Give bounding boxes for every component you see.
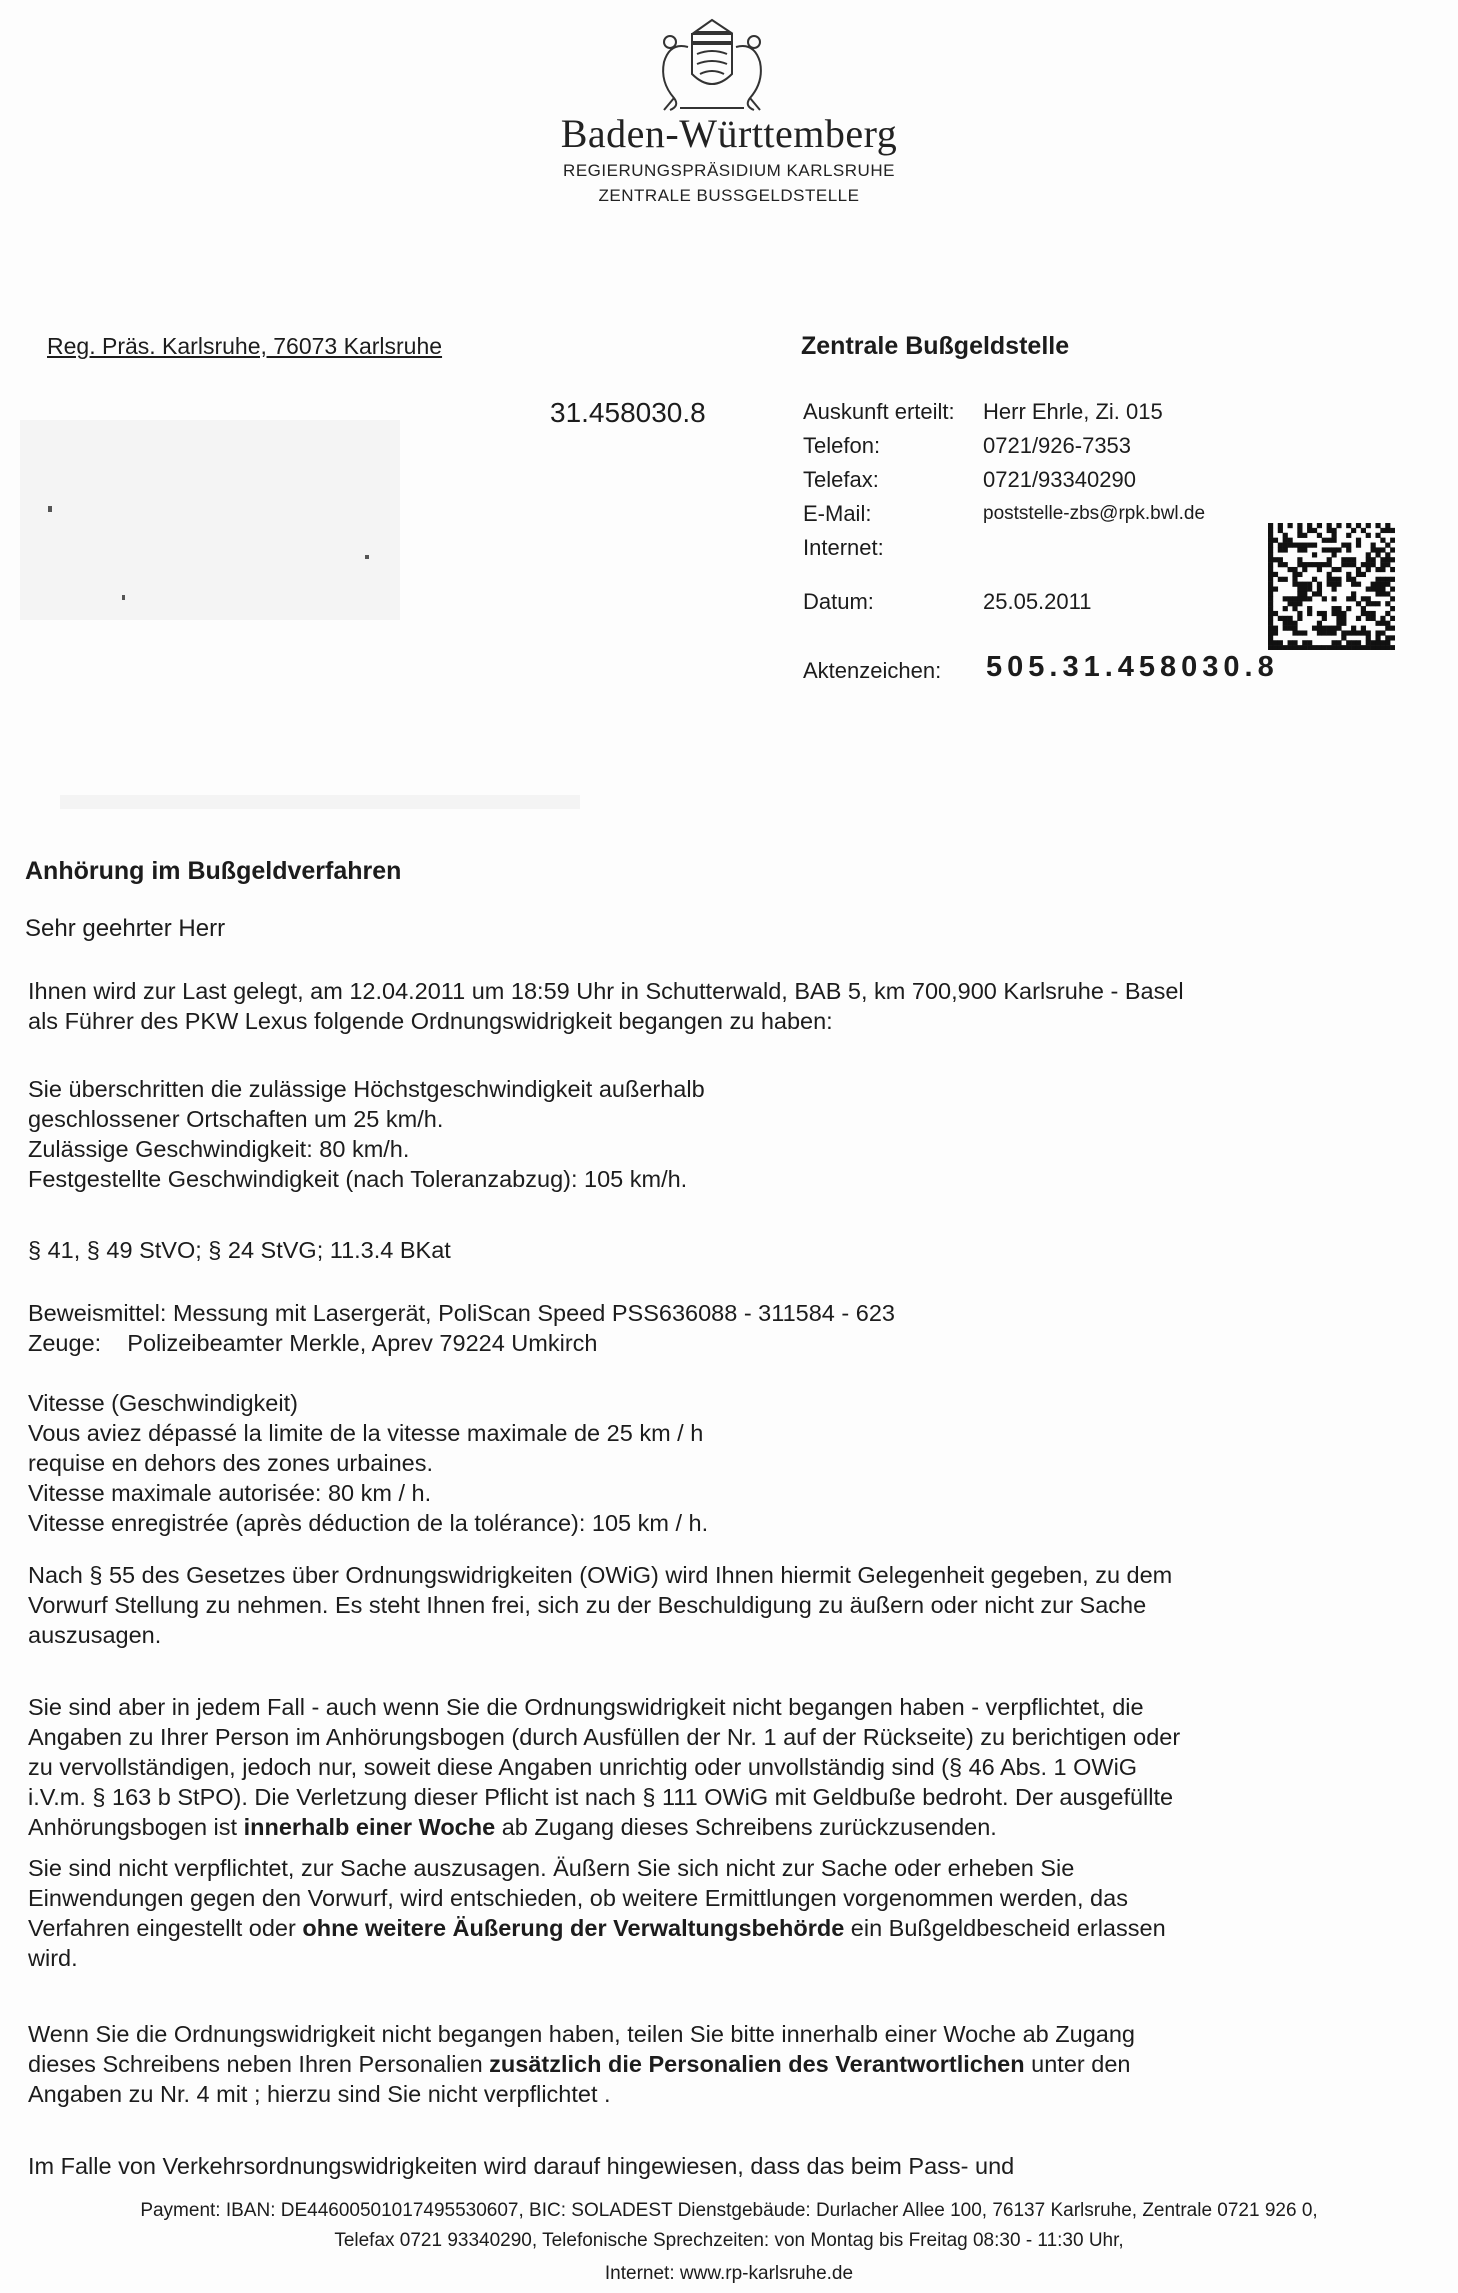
scan-speck (122, 595, 125, 600)
state-name: Baden-Württemberg (560, 111, 898, 156)
footer-payment: Payment: IBAN: DE44600501017495530607, BIC: SOLADEST Dienstgebäude: Durlacher Allee 100, 76137 Karlsruhe, Zentrale 0721 926 0, (140, 2200, 1318, 2221)
scan-speck (365, 555, 369, 559)
contact-row: Telefax: 0721/93340290 (803, 467, 1136, 492)
scan-speck (48, 506, 52, 512)
footer-contact: Telefax 0721 93340290, Telefonische Sprechzeiten: von Montag bis Freitag 08:30 - 11:30 Uhr, (334, 2230, 1124, 2251)
paragraph-offense: Ihnen wird zur Last gelegt, am 12.04.2011 um 18:59 Uhr in Schutterwald, BAB 5, km 700,900 Karlsruhe - Basel als Führer des PKW Lexus folgende Ordnungswidrigkeit begangen zu haben: (28, 978, 1184, 1034)
coat-of-arms-icon (640, 12, 785, 114)
paragraph-french: Vitesse (Geschwindigkeit) Vous aviez dépassé la limite de la vitesse maximale de 25 km / h requise en dehors des zones urbaines. Vitesse maximale autorisée: 80 km / h. Vitesse enregistrée (après déduction de la tolérance): 105 km / h. (28, 1390, 709, 1536)
office-title: Zentrale Bußgeldstelle (801, 332, 1070, 360)
paragraph-responsible-person: Wenn Sie die Ordnungswidrigkeit nicht begangen haben, teilen Sie bitte innerhalb einer Woche ab Zugang dieses Schreibens neben Ihren Personalien zusätzlich die Personalien des Verantwortlichen unter den Angaben zu Nr. 4 mit ; hierzu sind Sie nicht verpflichtet . (28, 2021, 1135, 2107)
contact-row: Datum: 25.05.2011 (803, 589, 1092, 614)
contact-row: E-Mail: poststelle-zbs@rpk.bwl.de (803, 501, 1206, 526)
return-address: Reg. Präs. Karlsruhe, 76073 Karlsruhe (47, 333, 443, 359)
contact-row: Auskunft erteilt: Herr Ehrle, Zi. 015 (803, 399, 1163, 424)
paragraph-speed: Sie überschritten die zulässige Höchstgeschwindigkeit außerhalb geschlossener Ortschaften um 25 km/h. Zulässige Geschwindigkeit: 80 km/h. Festgestellte Geschwindigkeit (nach Toleranzabzug): 105 km/h. (28, 1076, 705, 1192)
paragraph-obligation: Sie sind aber in jedem Fall - auch wenn Sie die Ordnungswidrigkeit nicht begangen haben - verpflichtet, die Angaben zu Ihrer Person im Anhörungsbogen (durch Ausfüllen der Nr. 1 auf der Rückseite) zu berichtigen oder zu vervollständigen, jedoch nur, soweit diese Angaben unrichtig oder unvollständig sind (§ 46 Abs. 1 OWiG i.V.m. § 163 b StPO). Die Verletzung dieser Pflicht ist nach § 111 OWiG mit Geldbuße bedroht. Der ausgefüllte Anhörungsbogen ist innerhalb einer Woche ab Zugang dieses Schreibens zurückzusenden. (28, 1694, 1181, 1840)
paragraph-legal-basis: § 41, § 49 StVO; § 24 StVG; 11.3.4 BKat (28, 1237, 451, 1263)
paragraph-owig: Nach § 55 des Gesetzes über Ordnungswidrigkeiten (OWiG) wird Ihnen hiermit Gelegenheit gegeben, zu dem Vorwurf Stellung zu nehmen. Es steht Ihnen frei, sich zu der Beschuldigung zu äußern oder nicht zur Sache auszusagen. (28, 1562, 1173, 1648)
department-name: REGIERUNGSPRÄSIDIUM KARLSRUHE (563, 161, 895, 180)
subject-heading: Anhörung im Bußgeldverfahren (25, 857, 402, 885)
email-value: poststelle-zbs@rpk.bwl.de (983, 503, 1206, 524)
paragraph-evidence: Beweismittel: Messung mit Lasergerät, PoliScan Speed PSS636088 - 311584 - 623 Zeuge: Polizeibeamter Merkle, Aprev 79224 Umkirch (28, 1300, 895, 1356)
date-value: 25.05.2011 (983, 589, 1092, 614)
redacted-line (60, 795, 580, 809)
footer-website: Internet: www.rp-karlsruhe.de (604, 2263, 854, 2284)
redacted-recipient-address (20, 420, 400, 620)
file-reference-short: 31.458030.8 (550, 397, 706, 428)
paragraph-right-to-silence: Sie sind nicht verpflichtet, zur Sache auszusagen. Äußern Sie sich nicht zur Sache oder erheben Sie Einwendungen gegen den Vorwurf, wird entschieden, ob weitere Ermittlungen vorgenommen werden, das Verfahren eingestellt oder ohne weitere Äußerung der Verwaltungsbehörde ein Bußgeldbescheid erlassen wird. (28, 1855, 1166, 1971)
datamatrix-barcode-icon (1268, 523, 1395, 650)
aktenzeichen-value: 505.31.458030.8 (986, 651, 1279, 683)
aktenzeichen-row: Aktenzeichen: 505.31.458030.8 (803, 651, 1279, 683)
paragraph-traffic-note: Im Falle von Verkehrsordnungswidrigkeiten wird darauf hingewiesen, dass das beim Pass- und (28, 2153, 1015, 2179)
salutation: Sehr geehrter Herr (25, 915, 226, 942)
contact-row: Internet: (803, 535, 884, 560)
unit-name: ZENTRALE BUSSGELDSTELLE (598, 186, 860, 205)
contact-row: Telefon: 0721/926-7353 (803, 433, 1132, 458)
